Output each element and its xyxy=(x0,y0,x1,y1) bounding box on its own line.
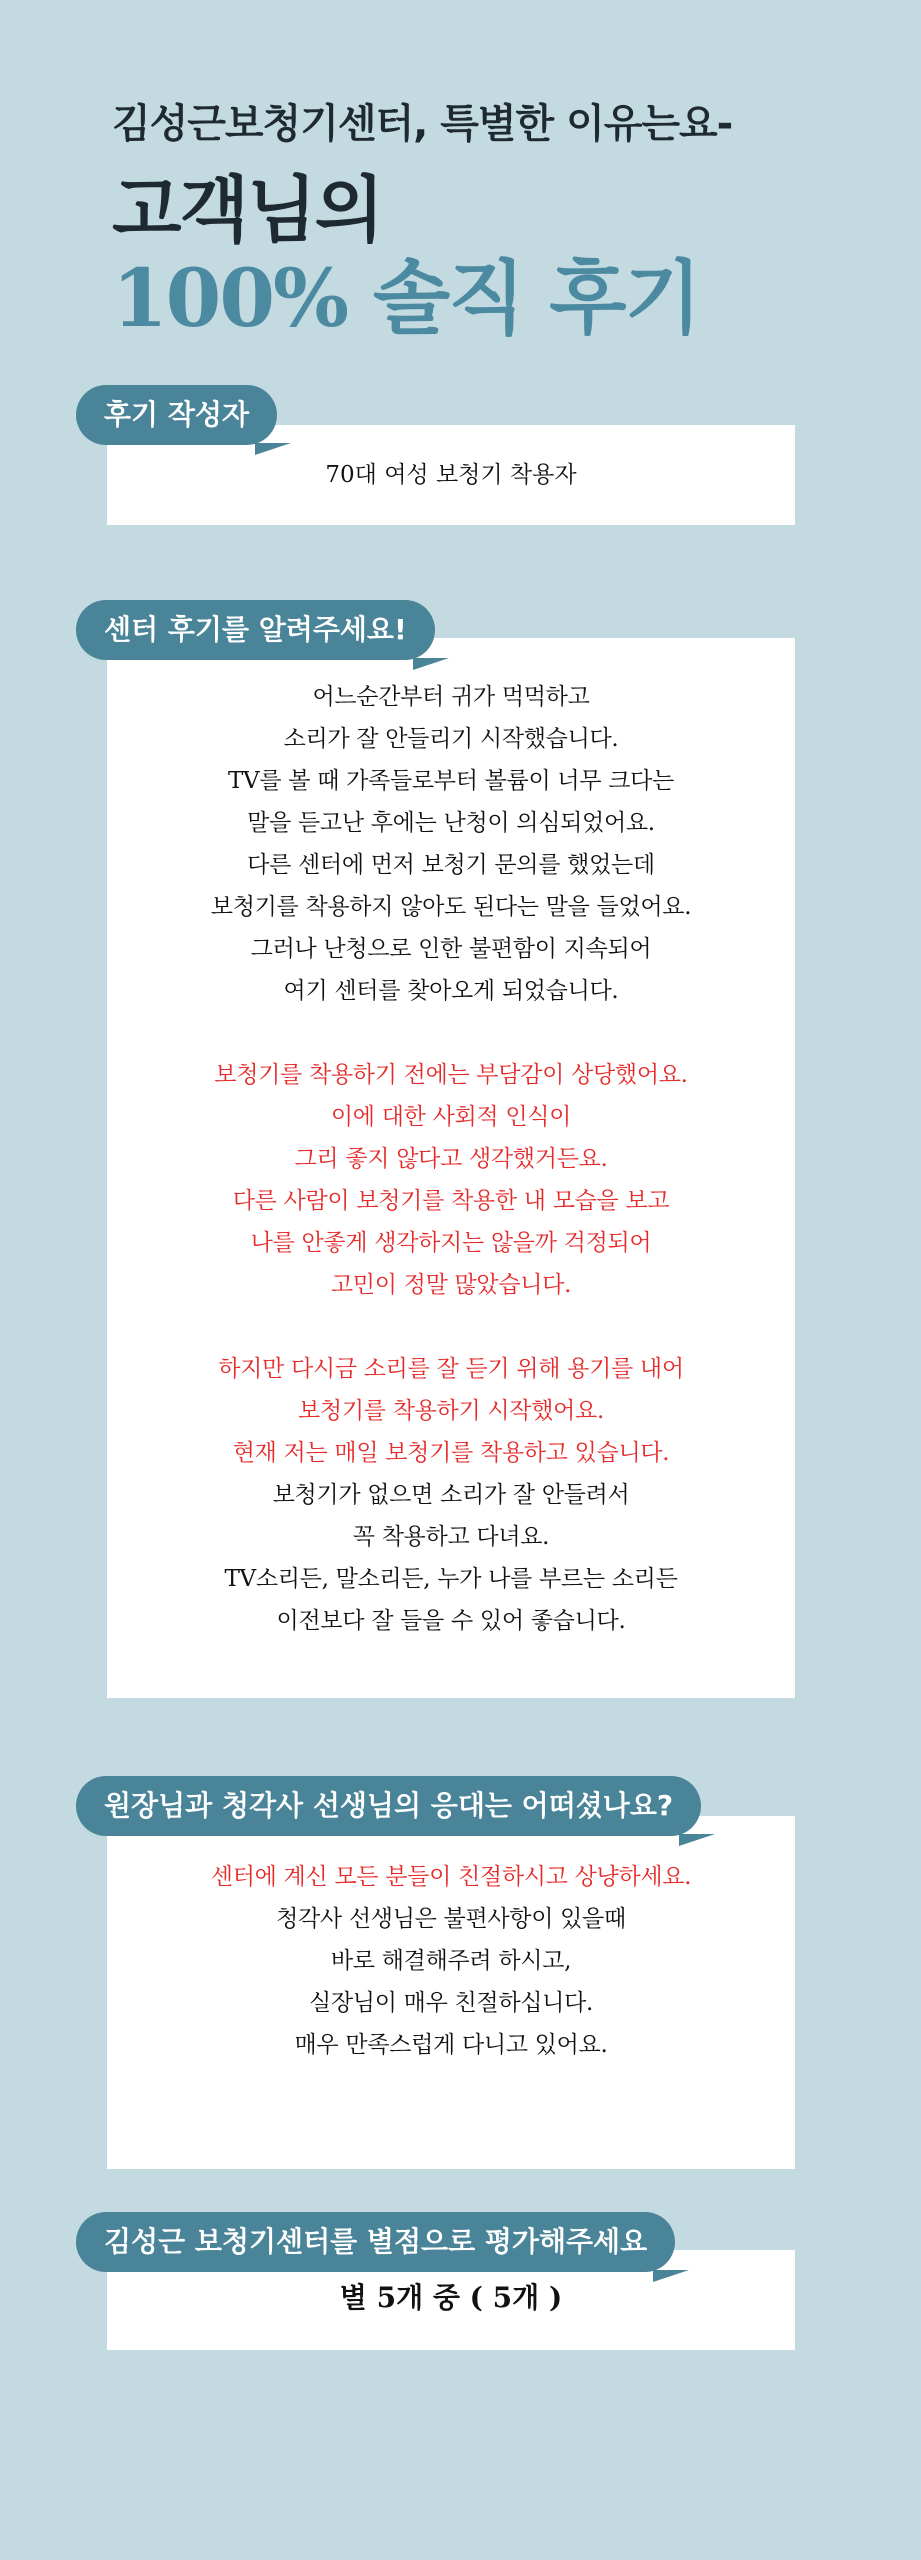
service-text xyxy=(107,1816,795,2066)
review-line-highlight: 나를 안좋게 생각하지는 않을까 걱정되어 xyxy=(250,1230,652,1256)
review-line: 말을 듣고난 후에는 난청이 의심되었어요. xyxy=(247,810,655,836)
star-rating: 별 5개 중 ( 5개 ) xyxy=(339,2281,563,2314)
review-line: 여기 센터를 찾아오게 되었습니다. xyxy=(283,978,619,1004)
section-tag-label: 후기 작성자 xyxy=(104,398,249,431)
section-card xyxy=(107,638,795,1698)
section-tag xyxy=(76,2212,675,2272)
speech-tail xyxy=(255,443,291,455)
speech-tail xyxy=(679,1834,715,1846)
paragraph-gap xyxy=(107,1012,795,1054)
review-line-highlight: 고민이 정말 많았습니다. xyxy=(330,1272,572,1298)
review-text xyxy=(107,638,795,1642)
review-line-highlight: 현재 저는 매일 보청기를 착용하고 있습니다. xyxy=(232,1440,670,1466)
section-tag-label: 김성근 보청기센터를 별점으로 평가해주세요 xyxy=(104,2225,648,2258)
review-line: TV를 볼 때 가족들로부터 볼륨이 너무 크다는 xyxy=(227,768,675,794)
section-card xyxy=(107,1816,795,2169)
review-line: 소리가 잘 안들리기 시작했습니다. xyxy=(283,726,619,752)
paragraph-gap xyxy=(107,1306,795,1348)
section-tag xyxy=(76,1776,701,1836)
review-line-highlight: 보청기를 착용하기 전에는 부담감이 상당했어요. xyxy=(214,1062,688,1088)
service-line-highlight: 센터에 계신 모든 분들이 친절하시고 상냥하세요. xyxy=(210,1864,692,1890)
review-line-highlight: 하지만 다시금 소리를 잘 듣기 위해 용기를 내어 xyxy=(218,1356,684,1382)
service-line: 바로 해결해주려 하시고, xyxy=(330,1948,572,1974)
section-tag xyxy=(76,600,435,660)
speech-tail xyxy=(413,658,449,670)
review-line-highlight: 보청기를 착용하기 시작했어요. xyxy=(298,1398,604,1424)
review-line: 보청기가 없으면 소리가 잘 안들려서 xyxy=(272,1482,630,1508)
speech-tail xyxy=(653,2270,689,2282)
review-line: 꼭 착용하고 다녀요. xyxy=(352,1524,550,1550)
section-tag-label: 센터 후기를 알려주세요! xyxy=(104,613,407,646)
section-tag xyxy=(76,385,277,445)
page-subtitle: 김성근보청기센터, 특별한 이유는요- xyxy=(112,101,733,147)
section-tag-label: 원장님과 청각사 선생님의 응대는 어떠셨나요? xyxy=(104,1789,674,1822)
service-line: 청각사 선생님은 불편사항이 있을때 xyxy=(276,1906,626,1932)
review-line: TV소리든, 말소리든, 누가 나를 부르는 소리든 xyxy=(224,1566,678,1592)
review-line: 그러나 난청으로 인한 불편함이 지속되어 xyxy=(250,936,652,962)
review-line: 이전보다 잘 들을 수 있어 좋습니다. xyxy=(276,1608,626,1634)
service-line: 매우 만족스럽게 다니고 있어요. xyxy=(294,2032,608,2058)
page-header xyxy=(112,92,872,344)
page-title: 고객님의 xyxy=(112,168,383,252)
review-line-highlight: 이에 대한 사회적 인식이 xyxy=(330,1104,572,1130)
page-title-highlight: 100% 솔직 후기 xyxy=(112,251,700,346)
review-line: 어느순간부터 귀가 먹먹하고 xyxy=(312,684,590,710)
review-line: 보청기를 착용하지 않아도 된다는 말을 들었어요. xyxy=(210,894,692,920)
review-line-highlight: 다른 사람이 보청기를 착용한 내 모습을 보고 xyxy=(232,1188,670,1214)
service-line: 실장님이 매우 친절하십니다. xyxy=(308,1990,594,2016)
review-line: 다른 센터에 먼저 보청기 문의를 했었는데 xyxy=(247,852,655,878)
reviewer-info: 70대 여성 보청기 착용자 xyxy=(325,462,577,488)
review-line-highlight: 그리 좋지 않다고 생각했거든요. xyxy=(294,1146,608,1172)
